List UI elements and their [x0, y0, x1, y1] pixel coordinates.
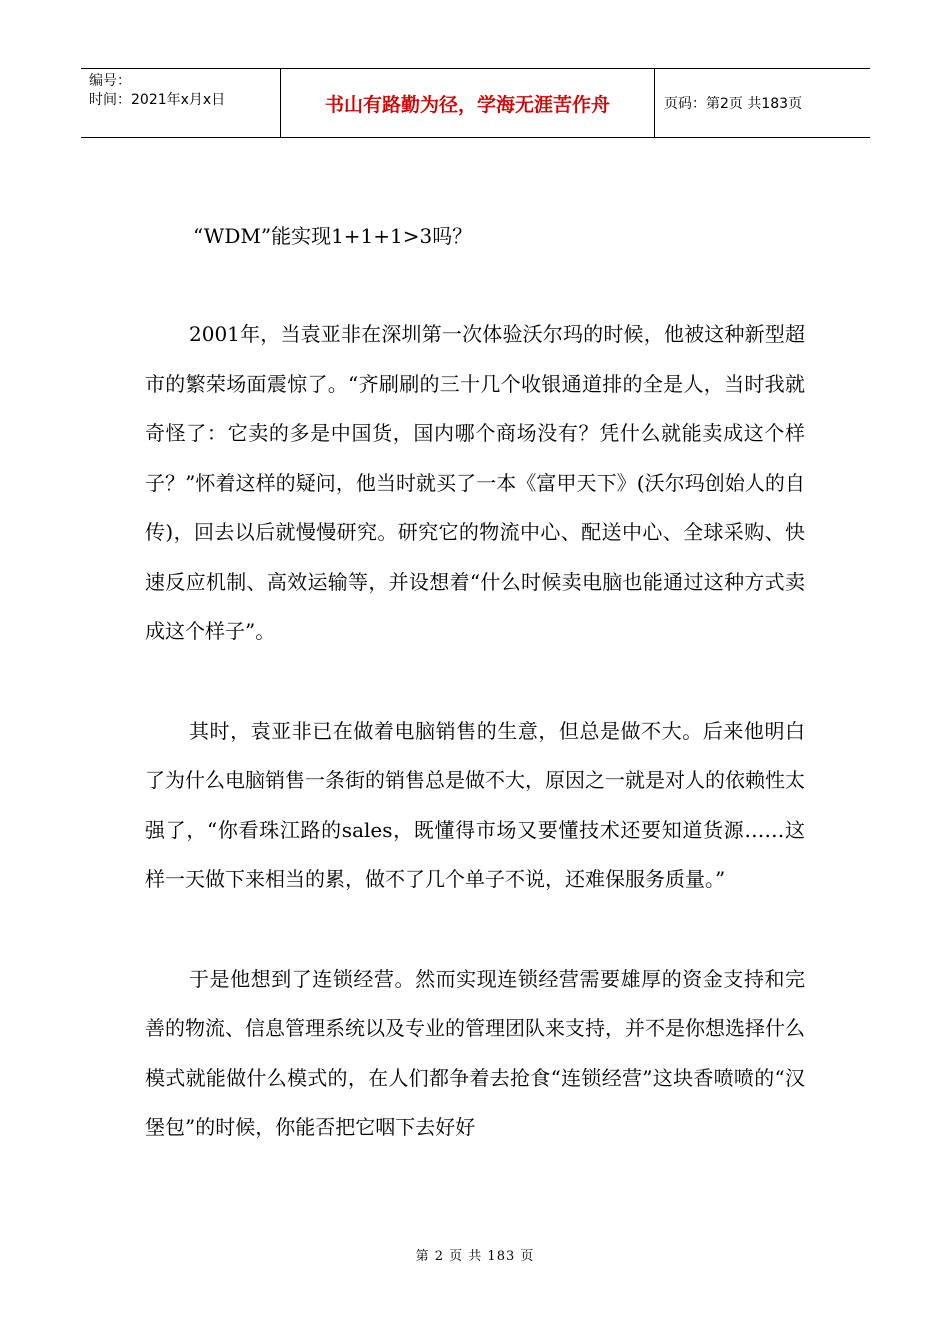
header-page-info: 页码：第2页 共183页 — [664, 96, 803, 112]
document-body — [145, 212, 805, 1153]
paragraph-2: 其时，袁亚非已在做着电脑销售的生意，但总是做不大。后来他明白了为什么电脑销售一条街的销售总是做不大，原因之一就是对人的依赖性太强了，“你看珠江路的sales，既懂得市场又要懂技术还要知道货源……这样一天做下来相当的累，做不了几个单子不说，还难保服务质量。” — [145, 718, 805, 891]
document-number-label: 编号： — [89, 73, 131, 89]
paragraph-3: 于是他想到了连锁经营。然而实现连锁经营需要雄厚的资金支持和完善的物流、信息管理系统以及专业的管理团队来支持，并不是你想选择什么模式就能做什么模式的，在人们都争着去抢食“连锁经营”这块香喷喷的“汉堡包”的时候，你能否把它咽下去好好 — [145, 966, 805, 1139]
paragraph-1: 2001年，当袁亚非在深圳第一次体验沃尔玛的时候，他被这种新型超市的繁荣场面震惊了。“齐刷刷的三十几个收银通道排的全是人，当时我就奇怪了：它卖的多是中国货，国内哪个商场没有？凭什么就能卖成这个样子？”怀着这样的疑问，他当时就买了一本《富甲天下》(沃尔玛创始人的自传)，回去以后就慢慢研究。研究它的物流中心、配送中心、全球采购、快速反应机制、高效运输等，并设想着“什么时候卖电脑也能通过这种方式卖成这个样子”。 — [145, 322, 805, 643]
page-footer — [0, 1245, 950, 1264]
document-header — [81, 68, 870, 138]
article-title: “WDM”能实现1+1+1>3吗？ — [193, 224, 473, 248]
header-motto-cell — [281, 69, 655, 137]
header-page-cell — [655, 69, 870, 137]
document-date-label: 时间：2021年x月x日 — [89, 92, 226, 108]
header-motto: 书山有路勤为径，学海无涯苦作舟 — [324, 93, 610, 116]
footer-page-number: 第 2 页 共 183 页 — [415, 1249, 535, 1264]
header-meta-cell — [81, 69, 281, 137]
